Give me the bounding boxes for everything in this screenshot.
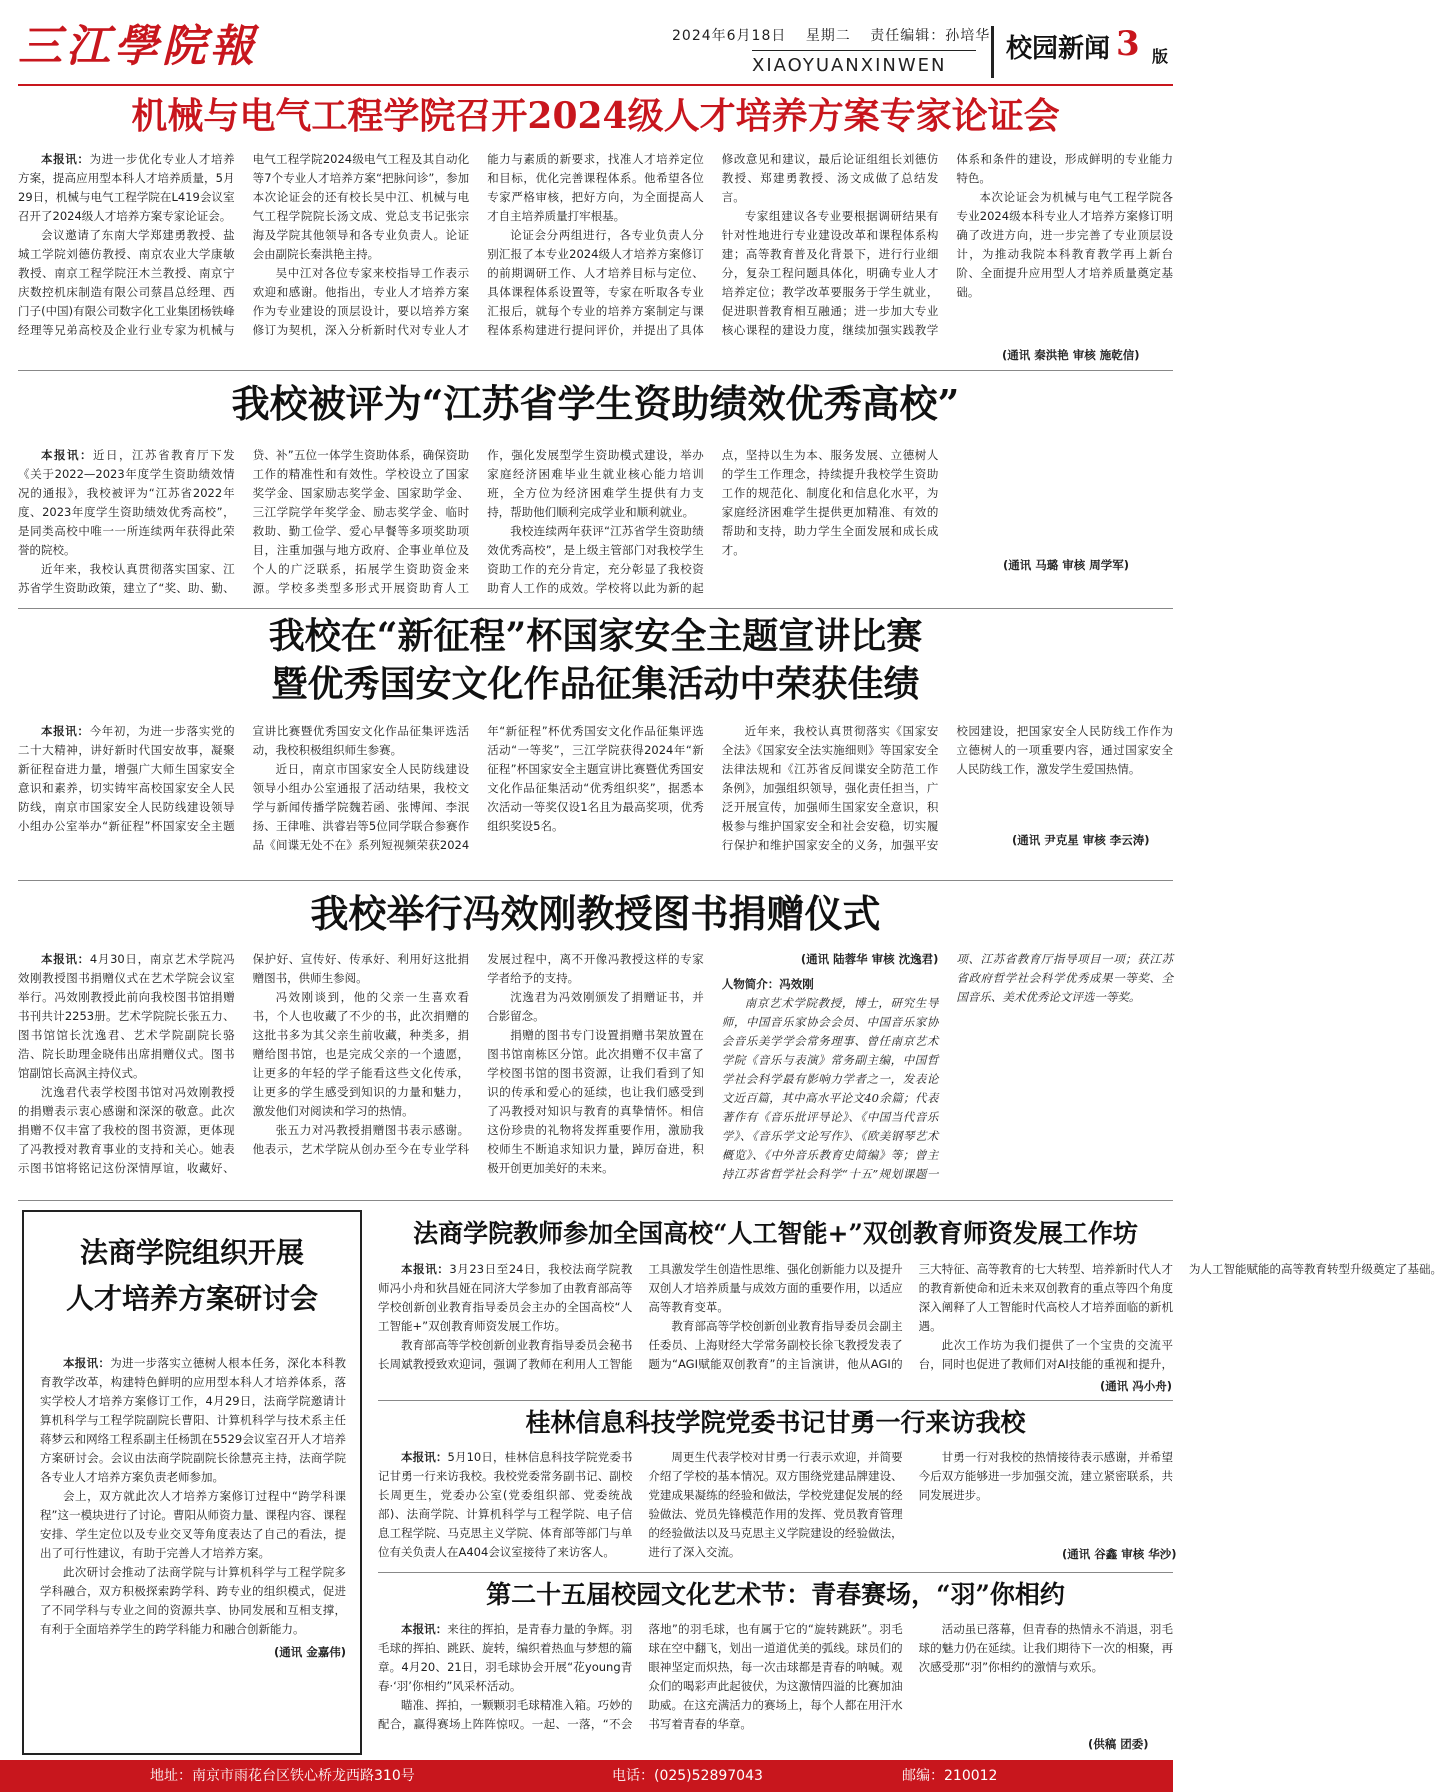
article4-paragraph: 4月30日，南京艺术学院冯效刚教授图书捐赠仪式在艺术学院会议室举行。冯效刚教授此前向我校图书馆捐赠书刊共计2253册。艺术学院院长张五力、图书馆馆长沈逸君、艺术学院副院长骆浩、院长助理金晓伟出席捐赠仪式。图书馆副馆长高沨主持仪式。 <box>18 952 235 1080</box>
article4-lead: 本报讯： <box>41 952 90 966</box>
article3-paragraph: 今年初，为进一步落实党的二十大精神，讲好新时代国安故事，凝聚新征程奋进力量，增强广大师生国家安全意识和素养，切实铸牢高校国家安全人民防线，南京市国家安全人民防线建设领导小组办公室举办“新征程”杯国家安全主题宣讲比赛暨优秀国安文化作品征集评选活动，我校积极组织师生参赛。 <box>18 724 470 833</box>
article7-byline: (供稿 团委) <box>1088 1737 1149 1751</box>
article1-paragraph: 会议邀请了东南大学郑建勇教授、盐城工学院刘德仿教授、南京农业大学康敏教授、南京工程学院汪木兰教授、南京宁庆数控机床制造有限公司蔡昌总经理、西门子(中国)有限公司数字化工业集团杨铁峰经理等兄弟高校及企业行业专家为机械与电气工程学院2024级电气工程及其自动化等7个专业人才培养方案“把脉问诊”，参加本次论证会的还有校长吴中江、机械与电气工程学院院长汤文成、党总支书记张宗海及学院其他领导和各专业负责人。论证会由副院长秦洪艳主持。 <box>18 152 470 337</box>
article1-paragraph: 本次论证会为机械与电气工程学院各专业2024级本科专业人才培养方案修订明确了改进方向，进一步完善了专业顶层设计，为推动我院本科教育教学再上新台阶、全面提升应用型人才培养质量奠定基础。 <box>956 190 1173 299</box>
article5-paragraph: 此次工作坊为我们提供了一个宝贵的交流平台，同时也促进了教师们对AI技能的重视和提升，为人工智能赋能的高等教育转型升级奠定了基础。 <box>918 1262 1442 1371</box>
section-separator <box>378 1572 1173 1573</box>
article5-lead: 本报讯： <box>401 1262 450 1276</box>
article4-headline: 我校举行冯效刚教授图书捐赠仪式 <box>310 891 881 936</box>
article3-headline-line2: 暨优秀国安文化作品征集活动中荣获佳绩 <box>271 663 920 705</box>
box-paragraph: 此次研讨会推动了法商学院与计算机科学与工程学院多学科融合，双方积极探索跨学科、跨专业的组织模式，促进了不同学科与专业之间的资源共享、协同发展和互相支撑，有利于全面培养学生的跨学科能力和融合创新能力。 <box>40 1565 346 1636</box>
article5-paragraph: 教育部高等学校创新创业教育指导委员会副主任委员、上海财经大学常务副校长徐飞教授发表了题为“AGI赋能双创教育”的主旨演讲，他从AGI的三大特征、高等教育的七大转型、培养新时代人才的教育新使命和近未来双创教育的重点等四个角度深入阐释了人工智能时代高校人才培养面临的新机遇。 <box>648 1262 1173 1371</box>
article1-headline: 机械与电气工程学院召开2024级人才培养方案专家论证会 <box>131 95 1060 137</box>
article4-paragraph: 捐赠的图书专门设置捐赠书架放置在图书馆南栋区分馆。此次捐赠不仅丰富了学校图书馆的图书资源，让我们看到了知识的传承和爱心的延续，也让我们感受到了冯教授对知识与教育的真挚情怀。相信这份珍贵的礼物将发挥重要作用，激励我校师生不断追求知识力量，踔厉奋进，积极开创更加美好的未来。 <box>487 1028 704 1175</box>
header-divider <box>991 26 994 78</box>
article6-lead: 本报讯： <box>401 1450 448 1464</box>
article7-headline: 第二十五届校园文化艺术节：青春赛场，“羽”你相约 <box>486 1580 1065 1609</box>
article7-body <box>378 1620 1173 1734</box>
responsible-editor: 责任编辑：孙培华 <box>870 28 991 44</box>
section-pinyin: XIAOYUANXINWEN <box>752 55 947 76</box>
article1-lead: 本报讯： <box>41 152 90 166</box>
masthead <box>0 0 1173 80</box>
footer-bar <box>0 1760 1173 1792</box>
article6-body <box>378 1448 1173 1562</box>
box-byline: (通讯 金嘉伟) <box>273 1645 346 1659</box>
article3-byline: (通讯 尹克星 审核 李云涛) <box>1012 833 1150 847</box>
article4-paragraph: 沈逸君代表学校图书馆对冯效刚教授的捐赠表示衷心感谢和深深的敬意。此次捐赠不仅丰富了我校的图书资源，更体现了冯教授对教育事业的支持和关心。她表示图书馆将铭记这份深情厚谊，收藏好、保护好、宣传好、传承好、利用好这批捐赠图书，供师生参阅。 <box>18 952 470 1175</box>
article3-paragraph: 近年来，我校认真贯彻落实《国家安全法》《国家安全法实施细则》等国家安全法律法规和《江苏省反间谍安全防范工作条例》，加强组织领导，强化责任担当，广泛开展宣传，加强师生国家安全意识，积极参与维护国家安全和社会安稳，切实履行保护和维护国家安全的义务，加强平安校园建设，把国家安全人民防线工作作为立德树人的一项重要内容，通过国家安全人民防线工作，激发学生爱国热情。 <box>721 724 1173 852</box>
issue-meta <box>672 25 1004 45</box>
article7-paragraph: 来往的挥拍，是青春力量的争辉。羽毛球的挥拍、跳跃、旋转，编织着热血与梦想的篇章。4月20、21日，羽毛球协会开展“花young青春·‘羽’你相约”风采杯活动。 <box>378 1622 633 1693</box>
article1-paragraph: 吴中江对各位专家来校指导工作表示欢迎和感谢。他指出，专业人才培养方案作为专业建设的顶层设计，要以培养方案修订为契机，深入分析新时代对专业人才能力与素质的新要求，找准人才培养定位和目标，优化完善课程体系。他希望各位专家严格审核，把好方向，为全面提高人才自主培养质量打牢根基。 <box>252 152 704 337</box>
article2-paragraph: 我校连续两年获评“江苏省学生资助绩效优秀高校”，是上级主管部门对我校学生资助工作的充分肯定，充分彰显了我校资助育人工作的成效。学校将以此为新的起点，坚持以生为本、服务发展、立德树人的学生工作理念，持续提升我校学生资助工作的规范化、制度化和信息化水平，为家庭经济困难学生提供更加精准、有效的帮助和支持，助力学生全面发展和成长成才。 <box>487 448 939 595</box>
footer-address: 地址：南京市雨花台区铁心桥龙西路310号 <box>150 1768 415 1784</box>
featured-article-box <box>22 1210 362 1755</box>
article1-byline: (通讯 秦洪艳 审核 施乾信) <box>1002 348 1140 362</box>
box-lead: 本报讯： <box>63 1356 111 1370</box>
article4-paragraph: 冯效刚谈到，他的父亲一生喜欢看书，个人也收藏了不少的书，此次捐赠的这批书多为其父亲生前收藏，种类多，捐赠给图书馆，也是完成父亲的一个遗愿，让更多的年轻的学子能看这些文化传承，让更多的学生感受到知识的力量和魅力，激发他们对阅读和学习的热情。 <box>252 990 470 1118</box>
article2-body <box>18 446 1173 600</box>
article2-lead: 本报讯： <box>41 448 94 462</box>
masthead-rule <box>18 84 1173 86</box>
article1-paragraph: 论证会分两组进行，各专业负责人分别汇报了本专业2024级人才培养方案修订的前期调研工作、人才培养目标与定位、具体课程体系设置等，专家在听取各专业汇报后，就每个专业的培养方案制定与课程体系构建进行提问评价，并提出了具体修改意见和建议，最后论证组组长刘德仿教授、郑建勇教授、汤文成做了总结发言。 <box>487 152 939 337</box>
header-rule <box>752 50 976 51</box>
article6-paragraph: 5月10日，桂林信息科技学院党委书记甘勇一行来访我校。我校党委常务副书记、副校长周更生，党委办公室(党委组织部、党委统战部)、法商学院、计算机科学与工程学院、电子信息工程学院、马克思主义学院、体育部等部门与单位有关负责人在A404会议室接待了来访客人。 <box>378 1450 633 1559</box>
article5-byline: (通讯 冯小舟) <box>1100 1379 1173 1393</box>
bio-text: 南京艺术学院教授，博士，研究生导师，中国音乐家协会会员、中国音乐家协会音乐美学学会常务理事、曾任南京艺术学院《音乐与表演》常务副主编，中国哲学社会科学最有影响力学者之一，发表论文近百篇，其中高水平论文40余篇；代表著作有《音乐批评导论》、《中国当代音乐学》、《音乐学文论写作》、《欧美钢琴艺术概览》、《中外音乐教育史简编》等；曾主持江苏省哲学社会科学“十五”规划课题一项、江苏省教育厅指导项目一项；获江苏省政府哲学社会科学优秀成果一等奖、全国音乐、美术优秀论文评选一等奖。 <box>721 952 1173 1181</box>
article6-byline: (通讯 谷鑫 审核 华沙) <box>1062 1547 1177 1561</box>
article4-body <box>18 950 1173 1196</box>
bio-title: 人物简介：冯效刚 <box>721 977 814 991</box>
article7-paragraph: 瞄准、挥拍，一颗颗羽毛球精准入箱。巧妙的配合，赢得赛场上阵阵惊叹。一起、一落，“不会落地”的羽毛球，也有属于它的“旋转跳跃”。羽毛球在空中翻飞，划出一道道优美的弧线。球员们的眼神坚定而炽热，每一次击球都是青春的呐喊。观众们的喝彩声此起彼伏，为这激情四溢的比赛加油助威。在这充满活力的赛场上，每个人都在用汗水书写着青春的华章。 <box>378 1622 903 1731</box>
article3-paragraph: 近日，南京市国家安全人民防线建设领导小组办公室通报了活动结果，我校文学与新闻传播学院魏若函、张博闻、李泯扬、王律唯、洪睿岩等5位同学联合参赛作品《间谍无处不在》系列短视频荣获2024年“新征程”杯优秀国安文化作品征集评选活动“一等奖”，三江学院获得2024年“新征程”杯国家安全主题宣讲比赛暨优秀国安文化作品征集活动“优秀组织奖”，据悉本次活动一等奖仅设1名且为最高奖项，优秀组织奖设5名。 <box>252 724 704 852</box>
article5-paragraph: 3月23日至24日，我校法商学院教师冯小舟和狄昌娅在同济大学参加了由教育部高等学校创新创业教育指导委员会主办的全国高校“人工智能+”双创教育师资发展工作坊。 <box>378 1262 633 1333</box>
article3-body <box>18 722 1173 872</box>
article4-paragraph: 张五力对冯教授捐赠图书表示感谢。他表示，艺术学院从创办至今在专业学科发展过程中，离不开像冯教授这样的专家学者给予的支持。 <box>252 952 704 1156</box>
article5-headline: 法商学院教师参加全国高校“人工智能+”双创教育师资发展工作坊 <box>413 1219 1138 1248</box>
article6-paragraph: 周更生代表学校对甘勇一行表示欢迎，并简要介绍了学校的基本情况。双方围绕党建品牌建设、党建成果凝练的经验和做法，学校党建促发展的经验做法、党员先锋模范作用的发挥、党员教育管理的经验做法以及马克思主义学院建设的经验做法，进行了深入交流。 <box>648 1450 903 1559</box>
box-headline <box>24 1230 360 1322</box>
article6-paragraph: 甘勇一行对我校的热情接待表示感谢，并希望今后双方能够进一步加强交流，建立紧密联系，共同发展进步。 <box>918 1450 1173 1502</box>
article7-lead: 本报讯： <box>401 1622 448 1636</box>
article5-paragraph: 教育部高等学校创新创业教育指导委员会秘书长周斌教授致欢迎词，强调了教师在利用人工智能工具激发学生创造性思维、强化创新能力以及提升双创人才培养质量与成效方面的重要作用，以适应高等教育变革。 <box>378 1262 903 1371</box>
newspaper-logo: 三江學院報 <box>18 21 258 72</box>
footer-postcode: 邮编：210012 <box>902 1768 998 1784</box>
issue-weekday: 星期二 <box>805 28 851 44</box>
section-separator <box>18 880 1173 881</box>
page-number: 3 <box>1116 24 1140 64</box>
article4-paragraph: 沈逸君为冯效刚颁发了捐赠证书，并合影留念。 <box>487 990 704 1023</box>
section-name: 校园新闻 <box>1006 34 1111 64</box>
article1-paragraph: 专家组建议各专业要根据调研结果有针对性地进行专业建设改革和课程体系构建；高等教育普及化背景下，进行行业细分，复杂工程问题具体化，明确专业人才培养定位；教学改革要服务于学生就业，促进职普教育相互融通；进一步加大专业核心课程的建设力度，继续加强实践教学体系和条件的建设，形成鲜明的专业能力特色。 <box>721 152 1173 337</box>
section-separator <box>18 370 1173 371</box>
article2-paragraph: 近年来，我校认真贯彻落实国家、江苏省学生资助政策，建立了“奖、助、勤、贷、补”五位一体学生资助体系，确保资助工作的精准性和有效性。学校设立了国家奖学金、国家励志奖学金、国家助学金、三江学院学年奖学金、励志奖学金、临时救助、勤工俭学、爱心早餐等多项奖助项目，注重加强与地方政府、企事业单位及个人的广泛联系，拓展学生资助资金来源。学校多类型多形式开展资助育人工作，强化发展型学生资助模式建设，举办家庭经济困难毕业生就业核心能力培训班，全方位为经济困难学生提供有力支持，帮助他们顺利完成学业和顺利就业。 <box>18 448 704 595</box>
footer-phone: 电话：(025)52897043 <box>612 1768 763 1784</box>
section-separator <box>18 1200 1173 1201</box>
issue-date: 2024年6月18日 <box>672 28 787 44</box>
article1-paragraph: 为进一步优化专业人才培养方案，提高应用型本科人才培养质量，5月29日，机械与电气工程学院在L419会议室召开了2024级人才培养方案专家论证会。 <box>18 152 235 223</box>
article7-paragraph: 活动虽已落幕，但青春的热情永不消退，羽毛球的魅力仍在延续。让我们期待下一次的相聚，再次感受那“羽”你相约的激情与欢乐。 <box>918 1622 1173 1674</box>
section-separator <box>18 608 1173 609</box>
box-headline-line2: 人才培养方案研讨会 <box>65 1282 318 1315</box>
article3-lead: 本报讯： <box>41 724 90 738</box>
box-paragraph: 会上，双方就此次人才培养方案修订过程中“跨学科课程”这一模块进行了讨论。曹阳从师资力量、课程内容、课程安排、学生定位以及专业交叉等角度表达了自己的看法，提出了可行性建议，有助于完善人才培养方案。 <box>40 1489 346 1560</box>
box-body <box>40 1354 346 1662</box>
article2-paragraph: 近日，江苏省教育厅下发《关于2022—2023年度学生资助绩效情况的通报》，我校被评为“江苏省2022年度、2023年度学生资助绩效优秀高校”，是同类高校中唯一一所连续两年获得此荣誉的院校。 <box>18 448 235 557</box>
article3-headline-line1: 我校在“新征程”杯国家安全主题宣讲比赛 <box>268 615 923 657</box>
article4-byline: (通讯 陆蓉华 审核 沈逸君) <box>800 952 939 966</box>
article2-byline: (通讯 马璐 审核 周学军) <box>1003 558 1130 572</box>
article2-headline: 我校被评为“江苏省学生资助绩效优秀高校” <box>231 381 960 426</box>
box-headline-line1: 法商学院组织开展 <box>79 1236 304 1269</box>
article5-body <box>378 1260 1442 1374</box>
section-separator <box>378 1400 1173 1401</box>
article6-headline: 桂林信息科技学院党委书记甘勇一行来访我校 <box>525 1408 1026 1437</box>
article1-body <box>18 150 1173 344</box>
box-paragraph: 为进一步落实立德树人根本任务，深化本科教育教学改革，构建特色鲜明的应用型本科人才培养体系，落实学校人才培养方案修订工作，4月29日，法商学院邀请计算机科学与工程学院副院长曹阳、计算机科学与技术系主任蒋梦云和网络工程系副主任杨凯在5529会议室召开人才培养方案研讨会。会议由法商学院副院长徐慧亮主持，法商学院各专业人才培养方案负责老师参加。 <box>40 1356 346 1484</box>
page-suffix: 版 <box>1152 47 1169 66</box>
